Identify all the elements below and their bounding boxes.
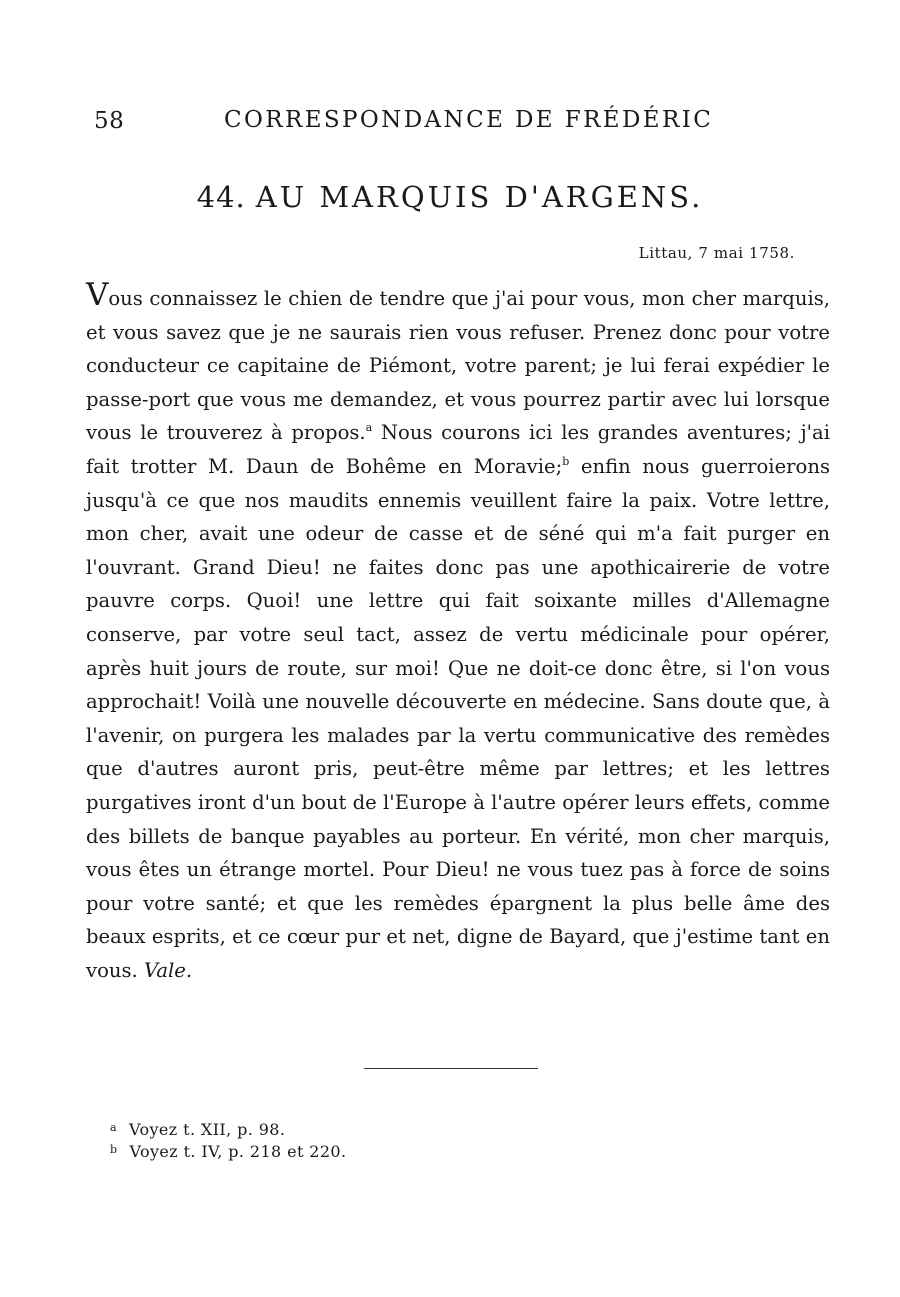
footnote-ref-a[interactable]: a (365, 421, 373, 435)
letter-number: 44. (196, 180, 246, 214)
footnote-text-a: Voyez t. XII, p. 98. (128, 1120, 286, 1139)
drop-cap: V (86, 277, 109, 313)
footnote-a (110, 1120, 285, 1139)
footnote-mark-a: a (110, 1121, 117, 1134)
footnote-ref-b[interactable]: b (562, 454, 570, 468)
running-head: CORRESPONDANCE DE FRÉDÉRIC (224, 107, 714, 133)
letter-body (86, 277, 830, 987)
letter-text-part-2: Nous courons ici les grandes aventures; j'ai fait trotter M. Daun de Bohême en Moravie; (86, 421, 830, 478)
footnote-mark-b: b (110, 1143, 118, 1156)
letter-title (0, 180, 900, 214)
closing-salutation: Vale. (144, 958, 193, 982)
dateline: Littau, 7 mai 1758. (638, 244, 795, 262)
footnote-b (110, 1142, 347, 1161)
section-divider (364, 1068, 538, 1069)
letter-text-part-3: enfin nous guerroierons jusqu'à ce que nos maudits ennemis veuillent faire la paix. Votre lettre, mon cher, avait une odeur de casse et de séné qui m'a fait purger en l'ouvrant. Grand Dieu! ne faites donc pas une apothicairerie de votre pauvre corps. Quoi! une lettre qui fait soixante milles d'Allemagne conserve, par votre seul tact, assez de vertu médicinale pour opérer, après huit jours de route, sur moi! Que ne doit-ce donc être, si l'on vous approchait! Voilà une nouvelle découverte en médecine. Sans doute que, à l'avenir, on purgera les malades par la vertu communicative des remèdes que d'autres auront pris, peut-être même par lettres; et les lettres purgatives iront d'un bout de l'Europe à l'autre opérer leurs effets, comme des billets de banque payables au porteur. En vérité, mon cher marquis, vous êtes un étrange mortel. Pour Dieu! ne vous tuez pas à force de soins pour votre santé; et que les remèdes épargnent la plus belle âme des beaux esprits, et ce cœur pur et net, digne de Bayard, que j'estime tant en vous. (86, 454, 830, 982)
letter-text-part-1: ous connaissez le chien de tendre que j'ai pour vous, mon cher marquis, et vous savez que je ne saurais rien vous refuser. Prenez donc pour votre conducteur ce capitaine de Piémont, votre parent; je lui ferai expédier le passe-port que vous me demandez, et vous pourrez partir avec lui lorsque vous le trouverez à propos. (86, 287, 830, 445)
letter-recipient: AU MARQUIS D'ARGENS. (255, 180, 704, 214)
footnote-text-b: Voyez t. IV, p. 218 et 220. (129, 1142, 347, 1161)
page-number: 58 (94, 108, 125, 134)
